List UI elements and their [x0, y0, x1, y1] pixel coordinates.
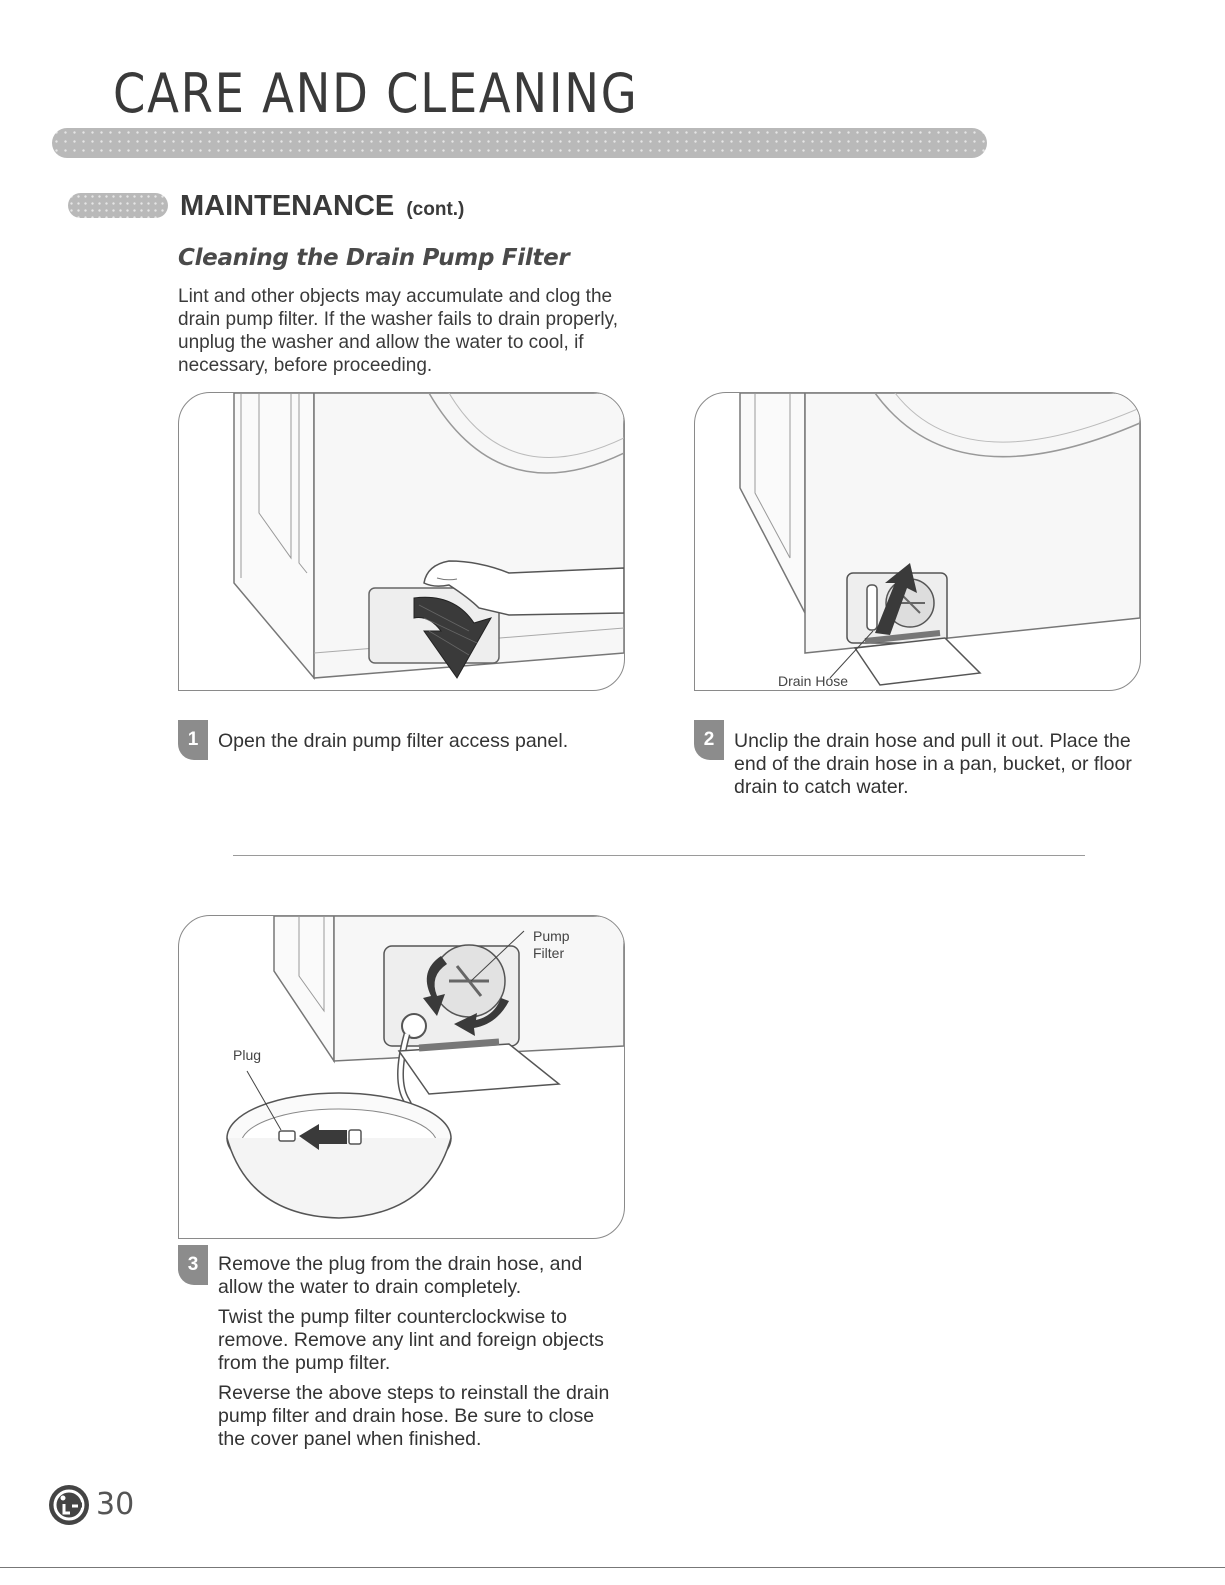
step-1-illustration: [178, 392, 625, 691]
step-3-text: [218, 1253, 626, 1458]
section-heading: [180, 190, 464, 223]
step-1-text: [218, 730, 628, 760]
step-2-illustration: [694, 392, 1141, 691]
section-divider: [233, 855, 1085, 856]
step-3-number-badge: 3: [178, 1245, 208, 1285]
step-1-paragraph-1: Open the drain pump filter access panel.: [218, 730, 569, 752]
step-2-number-badge: 2: [694, 720, 724, 760]
step-3-paragraph-1: Remove the plug from the drain hose, and allow the water to drain completely.: [218, 1253, 583, 1298]
pump-filter-callout-line-1: Pump: [533, 928, 570, 944]
step-2-paragraph-1: Unclip the drain hose and pull it out. Place the end of the drain hose in a pan, bucket, or floor drain to catch water.: [734, 730, 1132, 798]
intro-paragraph: Lint and other objects may accumulate and clog the drain pump filter. If the washer fails to drain properly, unplug the washer and allow the water to cool, if necessary, before proceeding.: [178, 286, 619, 376]
washer-open-panel-drawing: [179, 393, 624, 690]
subsection-heading: Cleaning the Drain Pump Filter: [178, 245, 570, 271]
title-decorative-bar: [52, 128, 987, 158]
bottom-rule: [0, 1567, 1225, 1568]
step-3-illustration: [178, 915, 625, 1239]
step-1-number-badge: 1: [178, 720, 208, 760]
page-title: CARE AND CLEANING: [113, 62, 639, 125]
pump-filter-callout-line-2: Filter: [533, 945, 565, 961]
lg-logo-icon: [48, 1484, 90, 1526]
step-2-text: [734, 730, 1144, 806]
washer-drain-hose-drawing: [695, 393, 1140, 690]
plug-callout: Plug: [233, 1047, 262, 1063]
drain-hose-callout: Drain Hose: [778, 673, 849, 689]
section-cont-label: (cont.): [406, 199, 465, 220]
page-number: 30: [96, 1487, 135, 1522]
section-decorative-pill: [68, 193, 168, 218]
washer-pump-filter-drawing: [179, 916, 624, 1238]
section-title: MAINTENANCE: [180, 190, 395, 222]
step-3-paragraph-2: Twist the pump filter counterclockwise to remove. Remove any lint and foreign objects from the pump filter.: [218, 1306, 604, 1374]
step-3-paragraph-3: Reverse the above steps to reinstall the drain pump filter and drain hose. Be sure to close the cover panel when finished.: [218, 1382, 610, 1450]
